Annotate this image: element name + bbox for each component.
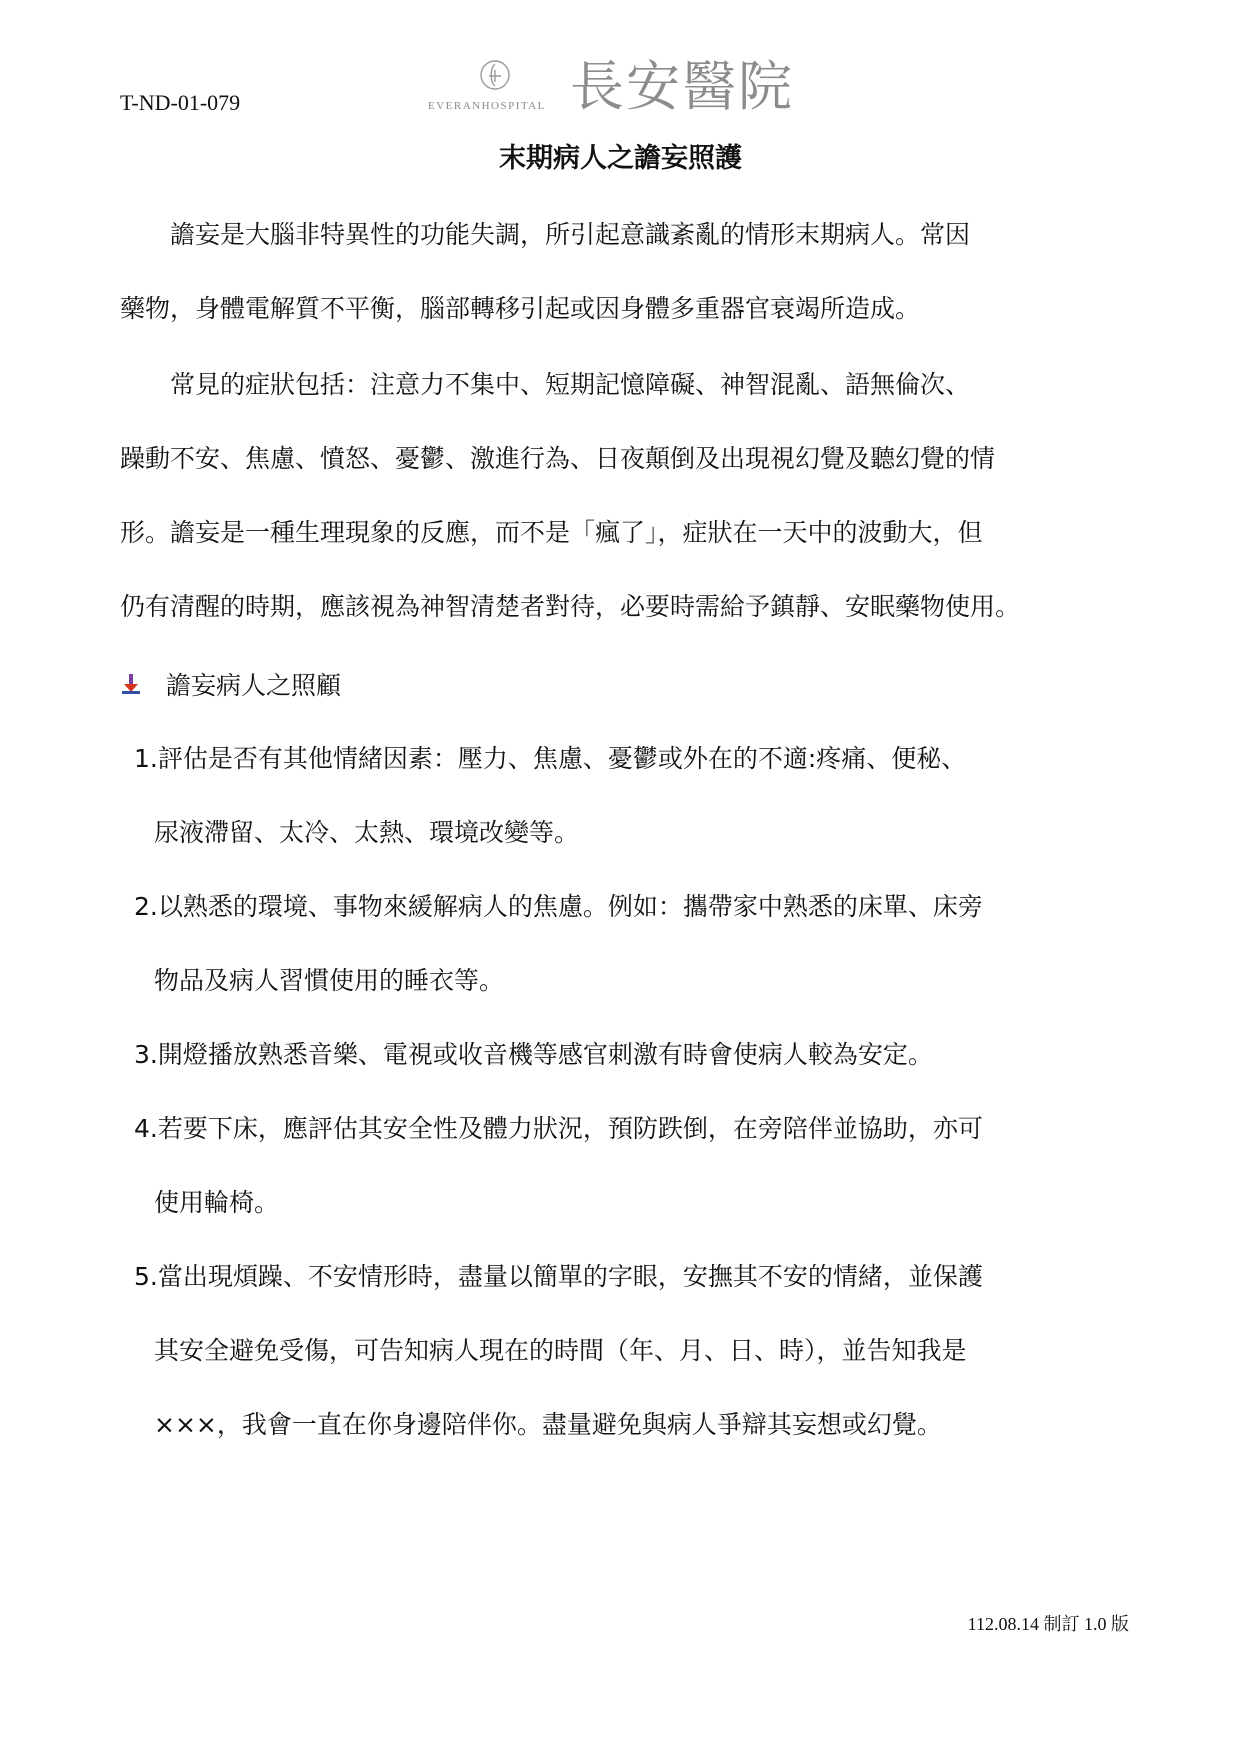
logo-latin-name: EVERANHOSPITAL bbox=[428, 100, 546, 112]
care-list bbox=[134, 722, 1144, 1462]
text-line: 物品及病人習慣使用的睡衣等。 bbox=[154, 966, 505, 995]
text-line: 形。譫妄是一種生理現象的反應，而不是「瘋了」，症狀在一天中的波動大，但 bbox=[120, 518, 983, 547]
text-line: 使用輪椅。 bbox=[154, 1188, 280, 1217]
list-item bbox=[134, 870, 1144, 1018]
logo-hospital-name: 長安醫院 bbox=[570, 55, 794, 118]
list-item bbox=[134, 1018, 1144, 1092]
text-line: 躁動不安、焦慮、憤怒、憂鬱、激進行為、日夜顛倒及出現視幻覺及聽幻覺的情 bbox=[120, 444, 996, 473]
text-line: 5.當出現煩躁、不安情形時，盡量以簡單的字眼，安撫其不安的情緒，並保護 bbox=[134, 1262, 983, 1291]
list-item bbox=[134, 1092, 1144, 1240]
list-item bbox=[134, 1240, 1144, 1462]
page-title: 末期病人之譫妄照護 bbox=[499, 143, 742, 174]
text-line: 4.若要下床，應評估其安全性及體力狀況，預防跌倒，在旁陪伴並協助，亦可 bbox=[134, 1114, 983, 1143]
text-line: 仍有清醒的時期，應該視為神智清楚者對待，必要時需給予鎮靜、安眠藥物使用。 bbox=[120, 592, 1021, 621]
section-heading bbox=[120, 647, 341, 721]
list-item bbox=[134, 722, 1144, 870]
section-heading-text: 譫妄病人之照顧 bbox=[166, 671, 342, 700]
arrow-bullet-icon bbox=[120, 673, 142, 695]
revision-note: 112.08.14 制訂 1.0 版 bbox=[967, 1614, 1129, 1634]
intro-paragraph-1 bbox=[120, 198, 1130, 346]
text-line: 3.開燈播放熟悉音樂、電視或收音機等感官刺激有時會使病人較為安定。 bbox=[134, 1040, 933, 1069]
text-line: 2.以熟悉的環境、事物來緩解病人的焦慮。例如：攜帶家中熟悉的床單、床旁 bbox=[134, 892, 983, 921]
text-line: 1.評估是否有其他情緒因素：壓力、焦慮、憂鬱或外在的不適:疼痛、便秘、 bbox=[134, 744, 967, 773]
text-line: ×××，我會一直在你身邊陪伴你。盡量避免與病人爭辯其妄想或幻覺。 bbox=[154, 1410, 942, 1439]
text-line: 常見的症狀包括：注意力不集中、短期記憶障礙、神智混亂、語無倫次、 bbox=[120, 370, 971, 399]
hospital-emblem-icon bbox=[478, 58, 512, 92]
text-line: 其安全避免受傷，可告知病人現在的時間（年、月、日、時），並告知我是 bbox=[154, 1336, 967, 1365]
text-line: 譫妄是大腦非特異性的功能失調，所引起意識紊亂的情形末期病人。常因 bbox=[120, 220, 971, 249]
intro-paragraph-2 bbox=[120, 348, 1130, 644]
hospital-logo bbox=[428, 56, 828, 120]
document-code: T-ND-01-079 bbox=[120, 90, 241, 115]
text-line: 藥物，身體電解質不平衡，腦部轉移引起或因身體多重器官衰竭所造成。 bbox=[120, 294, 921, 323]
text-line: 尿液滯留、太冷、太熱、環境改變等。 bbox=[154, 818, 580, 847]
